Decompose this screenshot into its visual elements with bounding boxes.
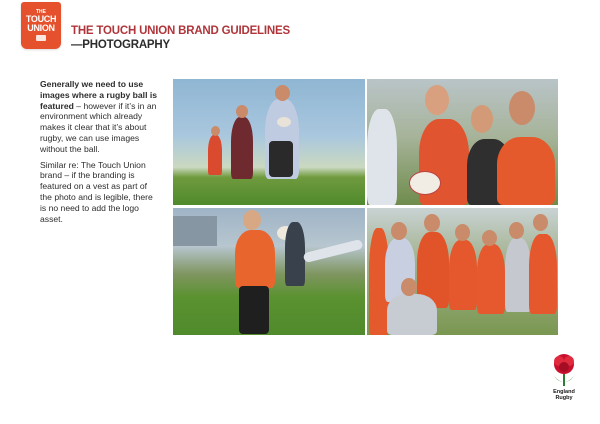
touch-union-logo [21,2,61,49]
partner-line-1: England [553,389,575,395]
page-header [71,24,290,52]
logo-line-3: UNION [27,23,55,33]
players-smiling-photo [367,79,558,205]
england-rugby-wordmark [548,389,580,401]
logo-line-1: THE [36,9,46,15]
guidance-text [40,79,158,229]
guidance-paragraph-1-bold: Generally we need to use images where a rugby ball is featured [40,79,158,111]
team-group-photo [367,208,558,335]
page-title: THE TOUCH UNION BRAND GUIDELINES [71,25,290,37]
page-subtitle: —PHOTOGRAPHY [71,39,170,51]
partner-line-2: Rugby [555,395,573,401]
player-tagged-photo [173,208,365,335]
guidance-paragraph-1 [40,79,158,155]
logo-line-2: TOUCH [25,14,57,24]
guidance-paragraph-2: Similar re: The Touch Union brand – if the branding is featured on a vest as part of the photo and is legible, there is no need to add the logo asset. [40,159,153,224]
players-running-photo [173,79,365,205]
logo-badge-icon [36,35,46,41]
guidance-paragraph-1-rest: – however if it’s in an environment which already makes it clear that it’s about rugby, we can use images without the ball. [40,100,157,154]
